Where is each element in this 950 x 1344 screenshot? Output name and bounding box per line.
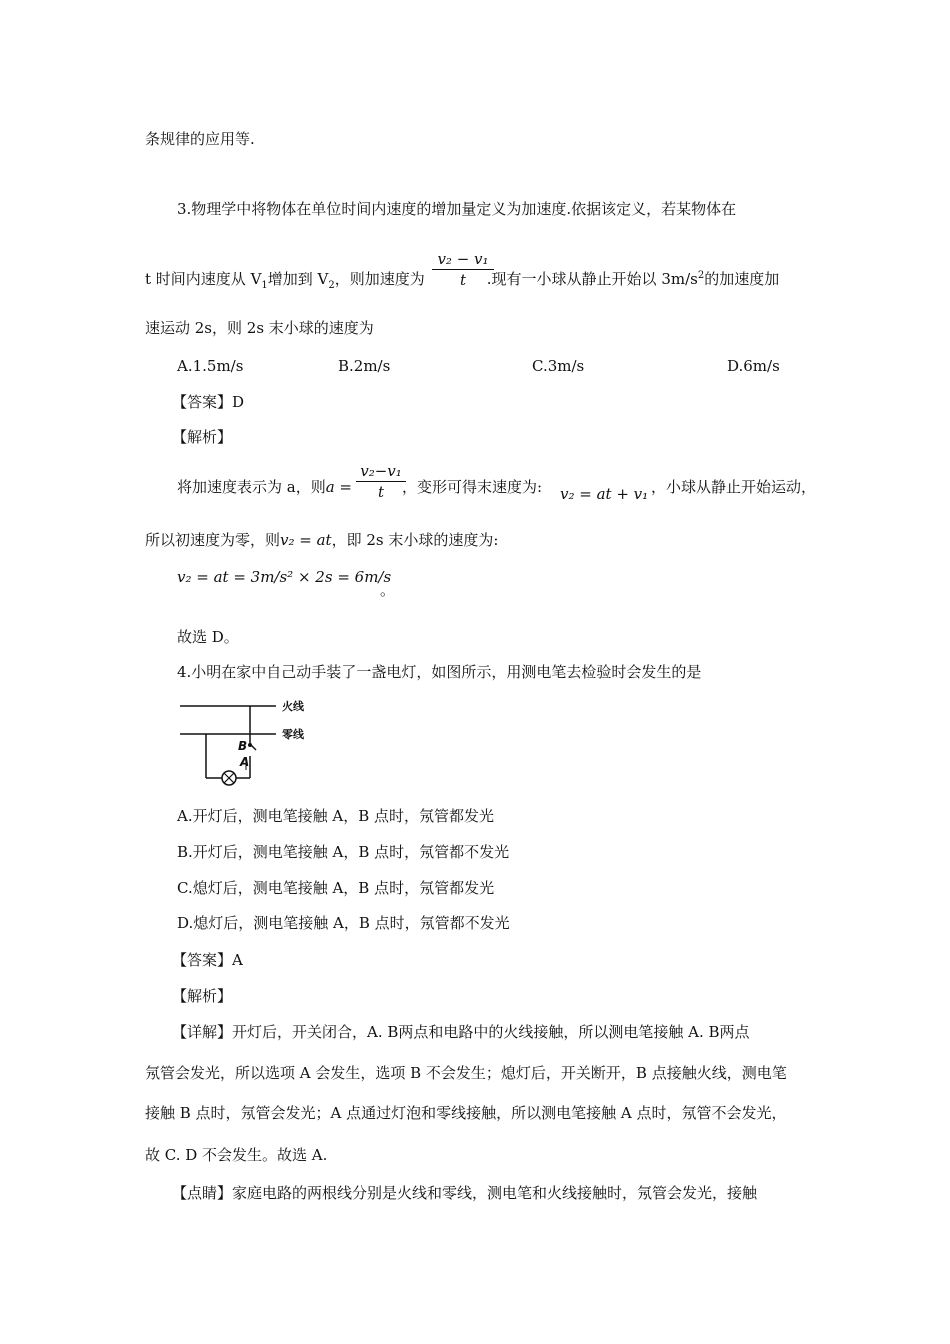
q4-circuit-diagram <box>176 698 316 790</box>
live-wire-label: 火线 <box>282 700 304 713</box>
q4-option-b: B.开灯后，测电笔接触 A，B 点时，氖管都不发光 <box>177 843 510 861</box>
q3-sub-2: 2 <box>328 280 335 291</box>
q4-detail-line1: 【详解】开灯后，开关闭合，A. B两点和电路中的火线接触，所以测电笔接触 A. B两点 <box>172 1023 750 1041</box>
q3-option-c: C.3m/s <box>532 357 585 375</box>
q3-exp2-text-a: 所以初速度为零，则 <box>145 531 281 549</box>
q4-option-c: C.熄灯后，测电笔接触 A，B 点时，氖管都发光 <box>177 879 495 897</box>
q3-sub-1: 1 <box>261 280 268 291</box>
q3-stem-part-d: .现有一小球从静止开始以 3m/s <box>486 270 698 288</box>
q3-exp1-formula: v₂ = at + v₁ <box>560 485 649 503</box>
q3-exp3-formula: v₂ = at = 3m/s² × 2s = 6m/s <box>177 568 392 586</box>
q3-stem-part-b: 增加到 V <box>267 270 329 288</box>
q3-stem-part-a: t 时间内速度从 V <box>145 270 262 288</box>
point-b-dot <box>248 743 252 747</box>
q4-answer: 【答案】A <box>172 951 243 969</box>
q3-fraction-numerator: v₂ − v₁ <box>437 250 489 268</box>
q3-exp1-denominator: t <box>377 483 385 501</box>
q3-fraction-bar <box>432 269 494 270</box>
q3-explanation-line2 <box>145 530 498 550</box>
q3-sup-2: 2 <box>697 270 705 281</box>
q3-exp2-formula: v₂ = at <box>280 531 332 549</box>
q3-exp1-text-a: 将加速度表示为 a，则 <box>177 478 326 496</box>
q3-stem-line3: 速运动 2s，则 2s 末小球的速度为 <box>145 319 374 337</box>
q3-exp1-text-b: ，变形可得末速度为: <box>402 478 543 496</box>
q3-analysis-heading: 【解析】 <box>172 428 233 446</box>
q4-detail-line2: 氖管会发光，所以选项 A 会发生，选项 B 不会发生；熄灯后，开关断开，B 点接触火线，测电笔 <box>145 1064 787 1082</box>
q4-detail-line3: 接触 B 点时，氖管会发光；A 点通过灯泡和零线接触，所以测电笔接触 A 点时，氖管不会发光， <box>145 1104 787 1122</box>
q3-answer: 【答案】D <box>172 393 245 411</box>
q3-fraction <box>432 250 494 289</box>
q3-conclusion: 故选 D。 <box>177 628 239 646</box>
q3-exp1-fraction <box>356 462 406 501</box>
q3-exp1-numerator: v₂−v₁ <box>360 462 402 480</box>
q3-fraction-denominator: t <box>459 271 467 289</box>
q3-stem-part-e: 的加速度加 <box>704 270 780 288</box>
q3-stem-part-c: ，则加速度为 <box>334 270 425 288</box>
neutral-wire-label: 零线 <box>282 728 304 741</box>
q3-option-b: B.2m/s <box>338 357 391 375</box>
q4-option-d: D.熄灯后，测电笔接触 A，B 点时，氖管都不发光 <box>177 914 510 932</box>
q3-exp1-text-c: ，小球从静止开始运动， <box>651 478 817 496</box>
q3-stem-line1: 3.物理学中将物体在单位时间内速度的增加量定义为加速度.依据该定义，若某物体在 <box>177 200 737 218</box>
point-b-label: B <box>238 739 248 753</box>
q3-option-a: A.1.5m/s <box>177 357 244 375</box>
q3-exp3-end: 。 <box>380 581 396 599</box>
q4-detail-line4: 故 C. D 不会发生。故选 A. <box>145 1146 328 1164</box>
q3-exp1-a-eq: a = <box>325 478 352 496</box>
point-a-label: A <box>240 755 250 769</box>
q3-exp1-bar <box>356 481 406 482</box>
q4-stem: 4.小明在家中自己动手装了一盏电灯，如图所示，用测电笔去检验时会发生的是 <box>177 663 702 681</box>
q3-exp2-text-b: ，即 2s 末小球的速度为: <box>331 531 499 549</box>
q4-analysis-heading: 【解析】 <box>172 987 233 1005</box>
q4-option-a: A.开灯后，测电笔接触 A，B 点时，氖管都发光 <box>177 807 494 825</box>
prev-line: 条规律的应用等. <box>145 130 255 148</box>
q4-comment: 【点睛】家庭电路的两根线分别是火线和零线，测电笔和火线接触时，氖管会发光，接触 <box>172 1184 758 1202</box>
q3-option-d: D.6m/s <box>727 357 780 375</box>
